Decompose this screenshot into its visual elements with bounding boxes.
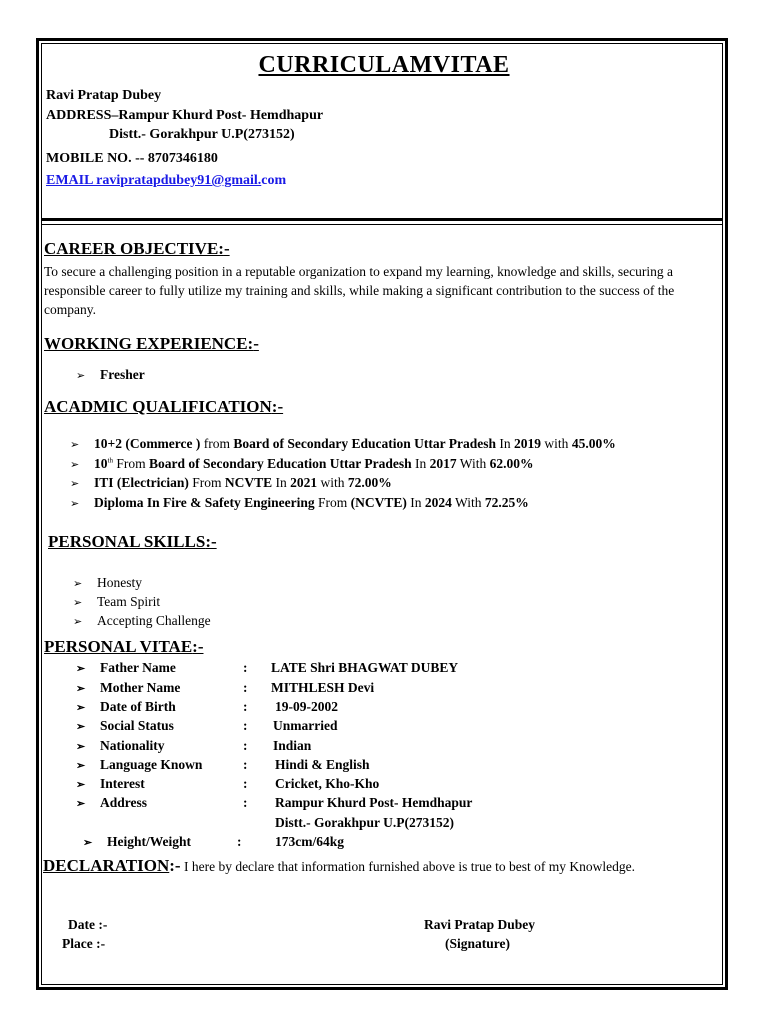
vitae-row-mother bbox=[76, 680, 180, 696]
vitae-label: Height/Weight bbox=[107, 834, 191, 849]
heading-suffix: :- bbox=[169, 856, 181, 875]
vitae-row-social-status bbox=[76, 718, 174, 734]
working-experience-heading-text: WORKING EXPERIENCE: bbox=[44, 334, 254, 353]
arrow-bullet-icon: ➢ bbox=[76, 683, 86, 695]
address-line-2: Distt.- Gorakhpur U.P(273152) bbox=[109, 127, 295, 142]
vitae-colon: : bbox=[243, 660, 248, 675]
arrow-bullet-icon: ➢ bbox=[73, 578, 83, 590]
qualification-score: 62.00% bbox=[489, 456, 534, 471]
skill-text: Honesty bbox=[97, 575, 142, 590]
personal-skills-heading bbox=[48, 532, 217, 552]
arrow-bullet-icon: ➢ bbox=[73, 616, 83, 628]
qualification-connector: With bbox=[456, 456, 490, 471]
vitae-colon: : bbox=[243, 738, 248, 753]
vitae-row-language bbox=[76, 757, 202, 773]
vitae-label: Father Name bbox=[100, 660, 176, 675]
qualification-score: 45.00% bbox=[571, 436, 616, 451]
qualification-score: 72.25% bbox=[484, 495, 529, 510]
vitae-colon: : bbox=[243, 718, 248, 733]
heading-suffix: - bbox=[223, 239, 230, 258]
vitae-colon: : bbox=[243, 757, 248, 772]
experience-item-text: Fresher bbox=[100, 367, 145, 382]
arrow-bullet-icon: ➢ bbox=[76, 721, 86, 733]
arrow-bullet-icon: ➢ bbox=[76, 741, 86, 753]
qualification-item bbox=[70, 436, 616, 452]
date-label: Date :- bbox=[68, 917, 108, 932]
qualification-year: 2017 bbox=[429, 456, 457, 471]
qualification-connector: from bbox=[200, 436, 234, 451]
qualification-connector: From bbox=[112, 456, 149, 471]
career-objective-heading bbox=[44, 239, 230, 259]
vitae-row-father bbox=[76, 660, 176, 676]
qualification-connector: In bbox=[272, 475, 291, 490]
qualification-connector: with bbox=[541, 436, 572, 451]
qualification-item bbox=[70, 475, 392, 491]
qualification-score: 72.00% bbox=[347, 475, 392, 490]
address-line-1: ADDRESS–Rampur Khurd Post- Hemdhapur bbox=[46, 108, 324, 123]
signature-label: (Signature) bbox=[445, 936, 511, 951]
email-link[interactable] bbox=[46, 171, 286, 189]
qualification-connector: with bbox=[317, 475, 348, 490]
qualification-item bbox=[70, 495, 529, 511]
skill-item bbox=[73, 613, 211, 629]
qualification-board: (NCVTE) bbox=[350, 495, 407, 510]
arrow-bullet-icon: ➢ bbox=[76, 760, 86, 772]
arrow-bullet-icon: ➢ bbox=[73, 597, 83, 609]
vitae-value: Cricket, Kho-Kho bbox=[275, 776, 380, 791]
vitae-label: Nationality bbox=[100, 738, 165, 753]
personal-vitae-heading bbox=[44, 637, 204, 657]
heading-suffix: :- bbox=[192, 637, 204, 656]
heading-suffix: :- bbox=[271, 397, 284, 416]
vitae-value: 173cm/64kg bbox=[275, 834, 344, 849]
qualification-connector: From bbox=[188, 475, 225, 490]
vitae-colon: : bbox=[243, 680, 248, 695]
vitae-label: Mother Name bbox=[100, 680, 181, 695]
ordinal-superscript: th bbox=[107, 456, 113, 465]
vitae-label: Interest bbox=[100, 776, 145, 791]
place-label: Place :- bbox=[62, 936, 106, 951]
arrow-bullet-icon: ➢ bbox=[70, 439, 80, 451]
experience-item bbox=[76, 367, 145, 383]
arrow-bullet-icon: ➢ bbox=[76, 702, 86, 714]
mobile-number: MOBILE NO. -- 8707346180 bbox=[46, 151, 218, 166]
declaration-heading: DECLARATION bbox=[43, 856, 170, 875]
declaration bbox=[43, 856, 635, 876]
working-experience-heading bbox=[44, 334, 259, 354]
qualification-item bbox=[70, 456, 533, 472]
vitae-value: Hindi & English bbox=[275, 757, 370, 772]
qualification-connector: In bbox=[496, 436, 515, 451]
career-objective-heading-text: CAREER OBJECTIVE: bbox=[44, 239, 224, 258]
vitae-label: Address bbox=[100, 795, 148, 810]
arrow-bullet-icon: ➢ bbox=[76, 370, 86, 382]
arrow-bullet-icon: ➢ bbox=[70, 478, 80, 490]
personal-skills-heading-text: PERSONAL SKILLS bbox=[48, 532, 206, 551]
arrow-bullet-icon: ➢ bbox=[70, 498, 80, 510]
vitae-row-dob bbox=[76, 699, 176, 715]
email-address[interactable]: EMAIL ravipratapdubey91@gmail. bbox=[46, 173, 262, 188]
qualification-course: Diploma In Fire & Safety Engineering bbox=[94, 495, 315, 510]
vitae-colon: : bbox=[243, 699, 248, 714]
qualification-heading-text: ACADMIC QUALIFICATION bbox=[44, 397, 272, 416]
qualification-year: 2019 bbox=[514, 436, 542, 451]
arrow-bullet-icon: ➢ bbox=[70, 459, 80, 471]
heading-suffix: :- bbox=[205, 532, 217, 551]
vitae-value: Unmarried bbox=[273, 718, 338, 733]
skill-item bbox=[73, 575, 142, 591]
vitae-colon: : bbox=[243, 795, 248, 810]
qualification-board: Board of Secondary Education Uttar Pradesh bbox=[148, 456, 412, 471]
document-title: CURRICULAMVITAE bbox=[258, 52, 510, 78]
qualification-connector: In bbox=[406, 495, 425, 510]
personal-vitae-heading-text: PERSONAL VITAE bbox=[44, 637, 193, 656]
qualification-board: Board of Secondary Education Uttar Pradesh bbox=[233, 436, 497, 451]
skill-text: Team Spirit bbox=[97, 594, 161, 609]
header-divider-thin bbox=[41, 224, 723, 225]
header-divider-thick bbox=[41, 218, 723, 221]
arrow-bullet-icon: ➢ bbox=[76, 798, 86, 810]
vitae-row-nationality bbox=[76, 738, 165, 754]
skill-text: Accepting Challenge bbox=[97, 613, 211, 628]
email-domain-suffix: com bbox=[261, 173, 287, 188]
qualification-board: NCVTE bbox=[224, 475, 273, 490]
vitae-value: 19-09-2002 bbox=[275, 699, 338, 714]
qualification-heading bbox=[44, 397, 283, 417]
vitae-colon: : bbox=[237, 834, 242, 849]
qualification-course: 10 bbox=[94, 456, 108, 471]
applicant-name: Ravi Pratap Dubey bbox=[46, 88, 162, 103]
vitae-row-height-weight bbox=[83, 834, 191, 850]
qualification-course: ITI (Electrician) bbox=[94, 475, 189, 490]
qualification-connector: With bbox=[451, 495, 485, 510]
career-objective-text: To secure a challenging position in a reputable organization to expand my learning, knowledge and skills, securing a responsible career to fully utilize my training and skills, while making a significant contribution to the success of the company. bbox=[44, 264, 675, 317]
heading-suffix: - bbox=[253, 334, 259, 353]
vitae-value-address-line-2: Distt.- Gorakhpur U.P(273152) bbox=[275, 815, 455, 830]
vitae-label: Date of Birth bbox=[100, 699, 176, 714]
qualification-connector: In bbox=[411, 456, 430, 471]
arrow-bullet-icon: ➢ bbox=[76, 779, 86, 791]
vitae-value: Indian bbox=[273, 738, 312, 753]
vitae-value: Rampur Khurd Post- Hemdhapur bbox=[275, 795, 473, 810]
vitae-label: Language Known bbox=[100, 757, 203, 772]
vitae-row-interest bbox=[76, 776, 145, 792]
signature-name: Ravi Pratap Dubey bbox=[424, 917, 535, 932]
vitae-value: LATE Shri BHAGWAT DUBEY bbox=[271, 660, 459, 675]
vitae-colon: : bbox=[243, 776, 248, 791]
qualification-course: 10+2 (Commerce ) bbox=[94, 436, 201, 451]
arrow-bullet-icon: ➢ bbox=[83, 837, 93, 849]
declaration-text: I here by declare that information furnished above is true to best of my Knowledge. bbox=[180, 859, 635, 874]
qualification-year: 2021 bbox=[290, 475, 318, 490]
qualification-connector: From bbox=[314, 495, 351, 510]
vitae-row-address bbox=[76, 795, 147, 811]
arrow-bullet-icon: ➢ bbox=[76, 663, 86, 675]
skill-item bbox=[73, 594, 160, 610]
qualification-year: 2024 bbox=[424, 495, 452, 510]
vitae-label: Social Status bbox=[100, 718, 174, 733]
vitae-value: MITHLESH Devi bbox=[271, 680, 375, 695]
